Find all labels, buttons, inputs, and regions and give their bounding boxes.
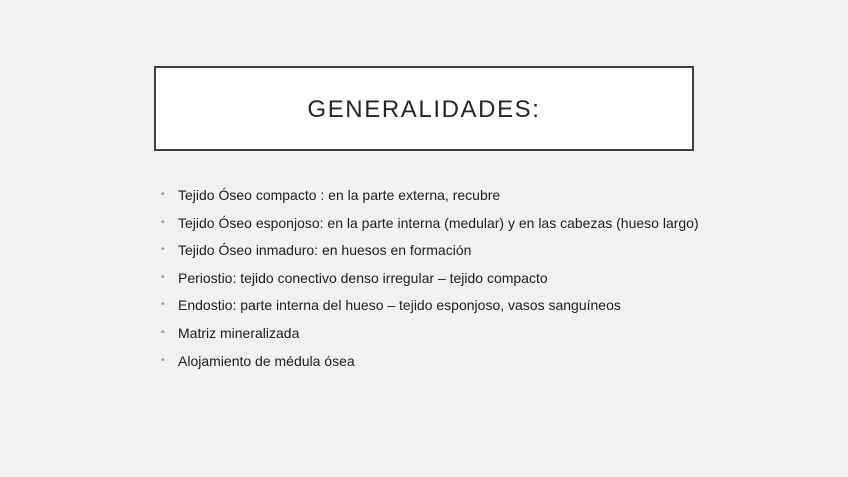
list-item <box>161 352 701 370</box>
list-item <box>161 296 701 314</box>
bullet-icon: • <box>161 326 165 338</box>
bullet-text: Tejido Óseo esponjoso: en la parte interna (medular) y en las cabezas (hueso largo) <box>178 214 699 231</box>
list-item <box>161 214 701 232</box>
bullet-icon: • <box>161 189 165 200</box>
bullet-icon: • <box>161 299 165 311</box>
bullet-text: Endostio: parte interna del hueso – tejido esponjoso, vasos sanguíneos <box>178 297 621 314</box>
bullet-text: Matriz mineralizada <box>178 324 300 341</box>
bullet-text: Periostio: tejido conectivo denso irregular – tejido compacto <box>178 269 548 286</box>
bullet-icon: • <box>161 354 165 366</box>
bullet-text: Tejido Óseo inmaduro: en huesos en formación <box>178 242 472 259</box>
list-item <box>161 241 701 259</box>
title-box <box>154 66 694 151</box>
bullet-text: Alojamiento de médula ósea <box>178 352 355 369</box>
bullet-list <box>161 186 701 379</box>
bullet-icon: • <box>161 244 165 256</box>
slide-title: GENERALIDADES: <box>307 95 541 123</box>
bullet-icon: • <box>161 271 165 283</box>
bullet-icon: • <box>161 216 165 228</box>
list-item <box>161 324 701 342</box>
bullet-text: Tejido Óseo compacto : en la parte externa, recubre <box>178 187 501 203</box>
list-item <box>161 269 701 287</box>
list-item <box>161 186 701 204</box>
